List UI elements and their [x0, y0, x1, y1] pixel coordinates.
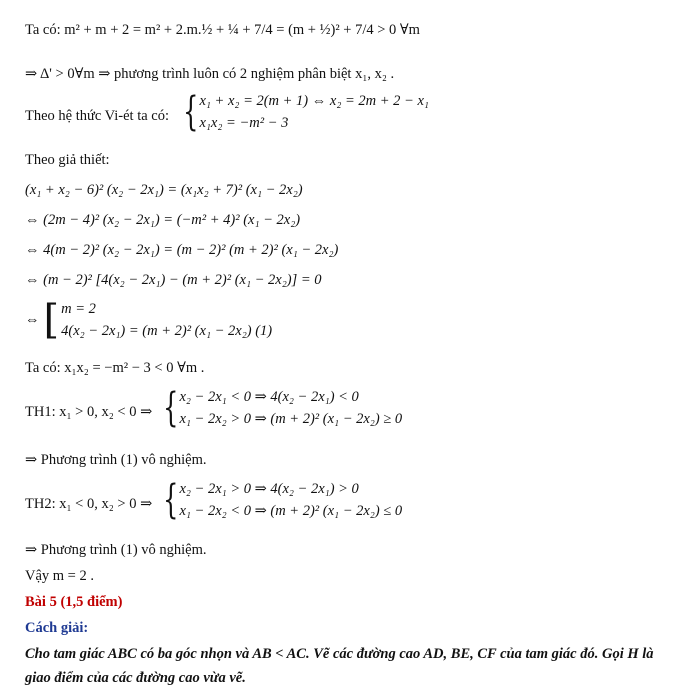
- vieta-system: [178, 90, 429, 134]
- th2-bottom: x₁ − 2x₂ < 0 ⇒ (m + 2)² (x₁ − 2x₂) ≤ 0: [179, 503, 403, 519]
- line-eq-3: ⇔ 4(m − 2)² (x₂ − 2x₁) = (m − 2)² (m + 2)² (x₁ − 2x₂): [25, 242, 339, 258]
- th1-bottom: x₁ − 2x₂ > 0 ⇒ (m + 2)² (x₁ − 2x₂) ≥ 0: [179, 411, 403, 427]
- line-hypothesis: Theo giả thiết:: [25, 152, 110, 168]
- brace-icon: {: [183, 89, 199, 135]
- line-eq-4: ⇔ (m − 2)² [4(x₂ − 2x₁) − (m + 2)² (x₁ − 2x₂)] = 0: [25, 272, 322, 288]
- vieta-product: x₁x₂ = −m² − 3: [199, 115, 289, 131]
- problem-line-2: giao điểm của các đường cao vừa vẽ.: [25, 670, 246, 686]
- brace-icon: {: [163, 385, 179, 431]
- th2-top: x₂ − 2x₁ > 0 ⇒ 4(x₂ − 2x₁) > 0: [179, 481, 359, 497]
- th1-label: TH1: x₁ > 0, x₂ < 0 ⇒: [25, 404, 153, 420]
- line-product-negative: Ta có: x₁x₂ = −m² − 3 < 0 ∀m .: [25, 360, 205, 376]
- section-heading: Bài 5 (1,5 điểm): [25, 594, 123, 610]
- case-eq1: 4(x₂ − 2x₁) = (m + 2)² (x₁ − 2x₂) (1): [61, 323, 273, 339]
- line-eq-1: (x₁ + x₂ − 6)² (x₂ − 2x₁) = (x₁x₂ + 7)² (x₁ − 2x₂): [25, 182, 303, 198]
- brace-icon: {: [163, 477, 179, 523]
- line-identity: Ta có: m² + m + 2 = m² + 2.m.½ + ¼ + 7/4 = (m + ½)² + 7/4 > 0 ∀m: [25, 22, 420, 38]
- vieta-sum: x₁ + x₂ = 2(m + 1) ⇔ x₂ = 2m + 2 − x₁: [199, 93, 429, 109]
- line-vieta-label: Theo hệ thức Vi-ét ta có:: [25, 108, 170, 124]
- th2-label: TH2: x₁ < 0, x₂ > 0 ⇒: [25, 496, 153, 512]
- line-eq-2: ⇔ (2m − 4)² (x₂ − 2x₁) = (−m² + 4)² (x₁ − 2x₂): [25, 212, 301, 228]
- case-system: ⇔ [ m = 2 4(x₂ − 2x₁) = (m + 2)² (x₁ − 2x₂) (1): [25, 297, 273, 343]
- line-th1-conclusion: ⇒ Phương trình (1) vô nghiệm.: [25, 452, 207, 468]
- problem-line-1: Cho tam giác ABC có ba góc nhọn và AB < AC. Vẽ các đường cao AD, BE, CF của tam giác đó. Gọi H là: [25, 646, 654, 662]
- case-m2: m = 2: [61, 301, 96, 317]
- solution-heading: Cách giải:: [25, 620, 89, 636]
- bracket-icon: [: [43, 297, 60, 343]
- th1-system: [158, 386, 402, 430]
- line-th2-conclusion: ⇒ Phương trình (1) vô nghiệm.: [25, 542, 207, 558]
- line-conclusion: Vậy m = 2 .: [25, 568, 94, 584]
- line-delta: ⇒ Δ' > 0∀m ⇒ phương trình luôn có 2 nghiệm phân biệt x₁, x₂ .: [25, 66, 395, 82]
- th1-top: x₂ − 2x₁ < 0 ⇒ 4(x₂ − 2x₁) < 0: [179, 389, 359, 405]
- th2-system: [158, 478, 402, 522]
